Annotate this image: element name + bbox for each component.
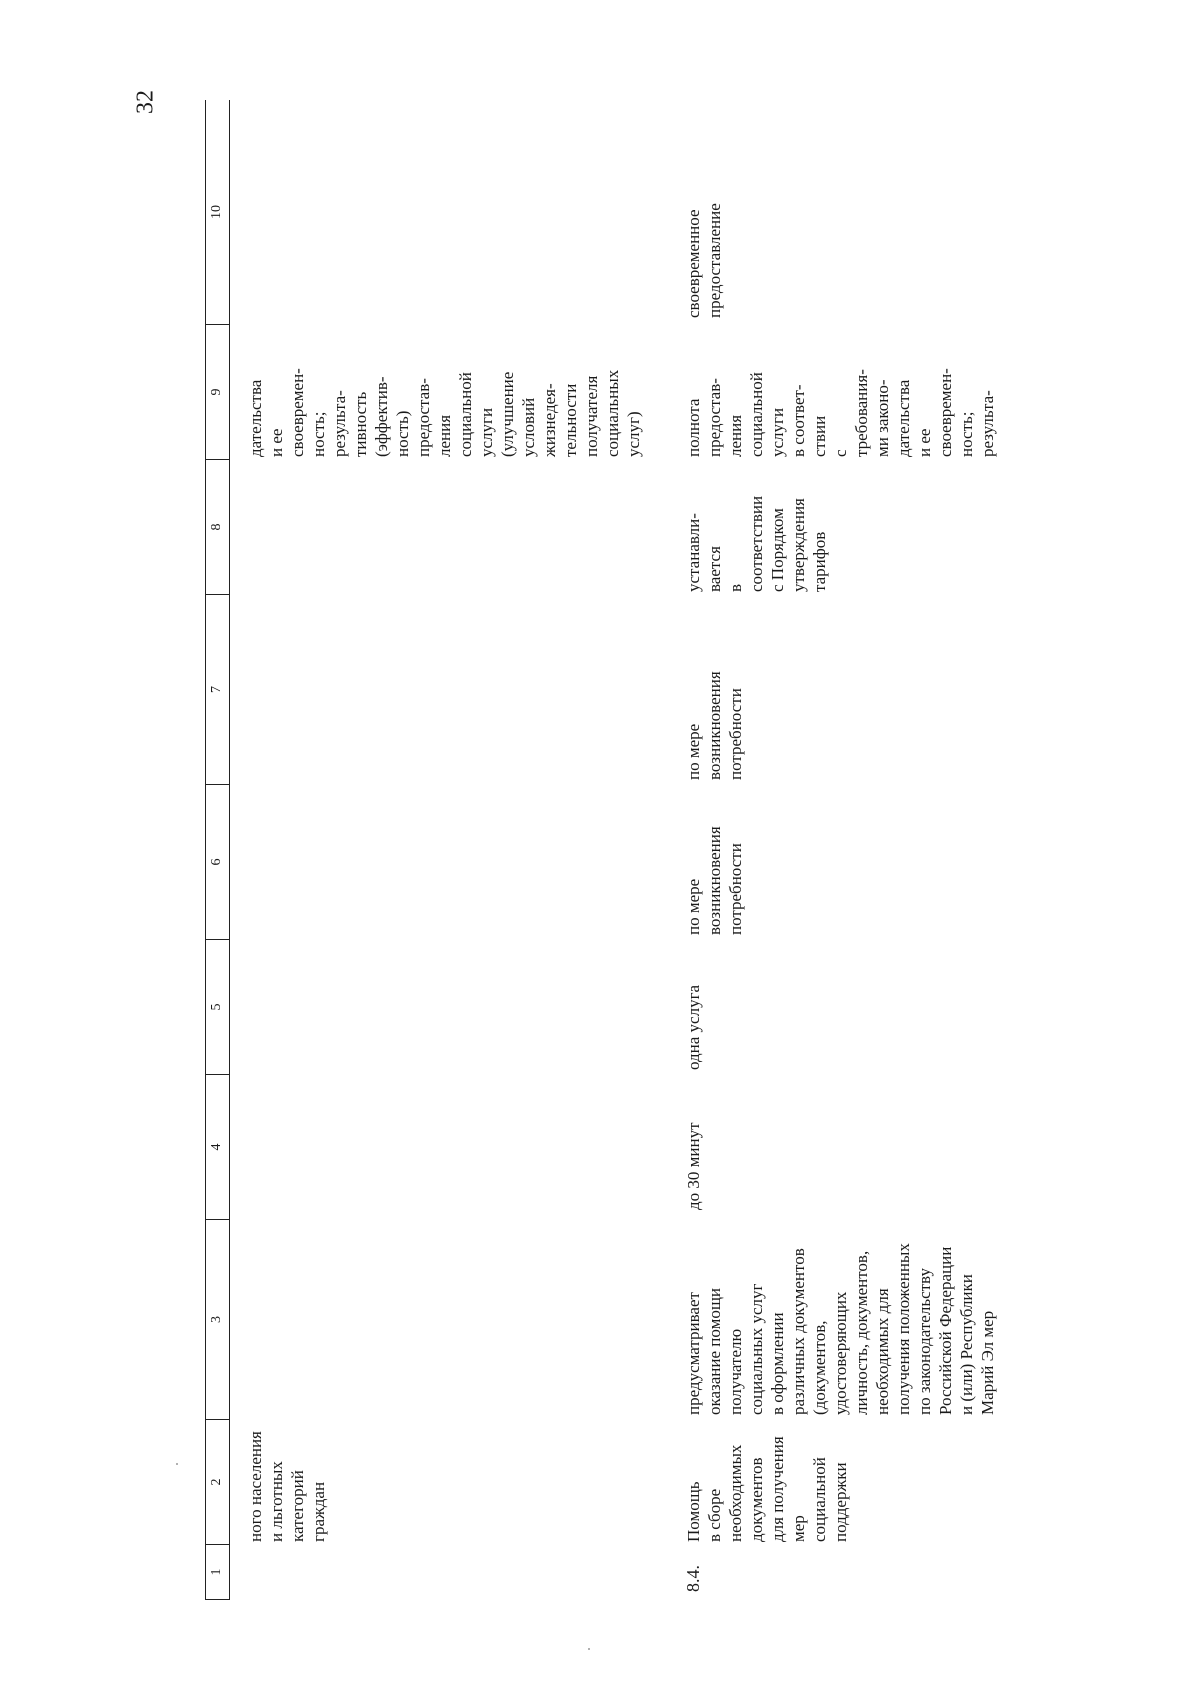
column-header-7: 7 [206,595,229,785]
table-header-row [205,100,230,1600]
service-name-cell: Помощь в сборе необходимых документов для получения мер социальной поддержки [684,1436,850,1542]
conditions-cell: своевременное предоставление [684,203,724,318]
scan-speck [176,1463,178,1465]
scan-speck [588,1648,590,1650]
continuation-col2-cell: ного населения и льготных категорий граждан [246,1431,328,1542]
column-header-2: 2 [206,1420,229,1545]
page-number: 32 [132,90,159,114]
column-header-4: 4 [206,1075,229,1220]
rotated-table-page [205,100,997,1600]
column-header-5: 5 [206,940,229,1075]
continuation-col9-cell: дательства и ее своевремен- ность; результа- тивность (эффектив- ность) предостав- ления социальной услуги (улучшение условий жизнедея- тельности получателя социальных услуг) [246,368,643,457]
period-cell: по мере возникновения потребности [684,671,745,780]
column-header-1: 1 [206,1545,229,1600]
column-header-3: 3 [206,1220,229,1420]
row-number: 8.4. [683,1565,703,1592]
column-header-6: 6 [206,785,229,940]
service-description-cell: предусматривает оказание помощи получателю социальных услуг в оформлении различных документов (документов, удостоверяющих личность, документов, необходимых для получения положенных по законодательству Российской Федерации и (или) Республики Марий Эл мер [684,1243,997,1415]
frequency-cell: по мере возникновения потребности [684,826,745,935]
quality-indicators-cell: полнота предостав- ления социальной услуги в соответ- ствии с требования- ми законо- дательства и ее своевремен- ность; результа- [684,368,997,457]
duration-cell: до 30 минут [684,1122,703,1210]
column-header-10: 10 [206,100,229,325]
unit-cell: одна услуга [684,984,703,1070]
column-header-9: 9 [206,325,229,460]
column-header-8: 8 [206,460,229,595]
tariff-cell: устанавли- вается в соответствии с Порядком утверждения тарифов [684,495,829,592]
